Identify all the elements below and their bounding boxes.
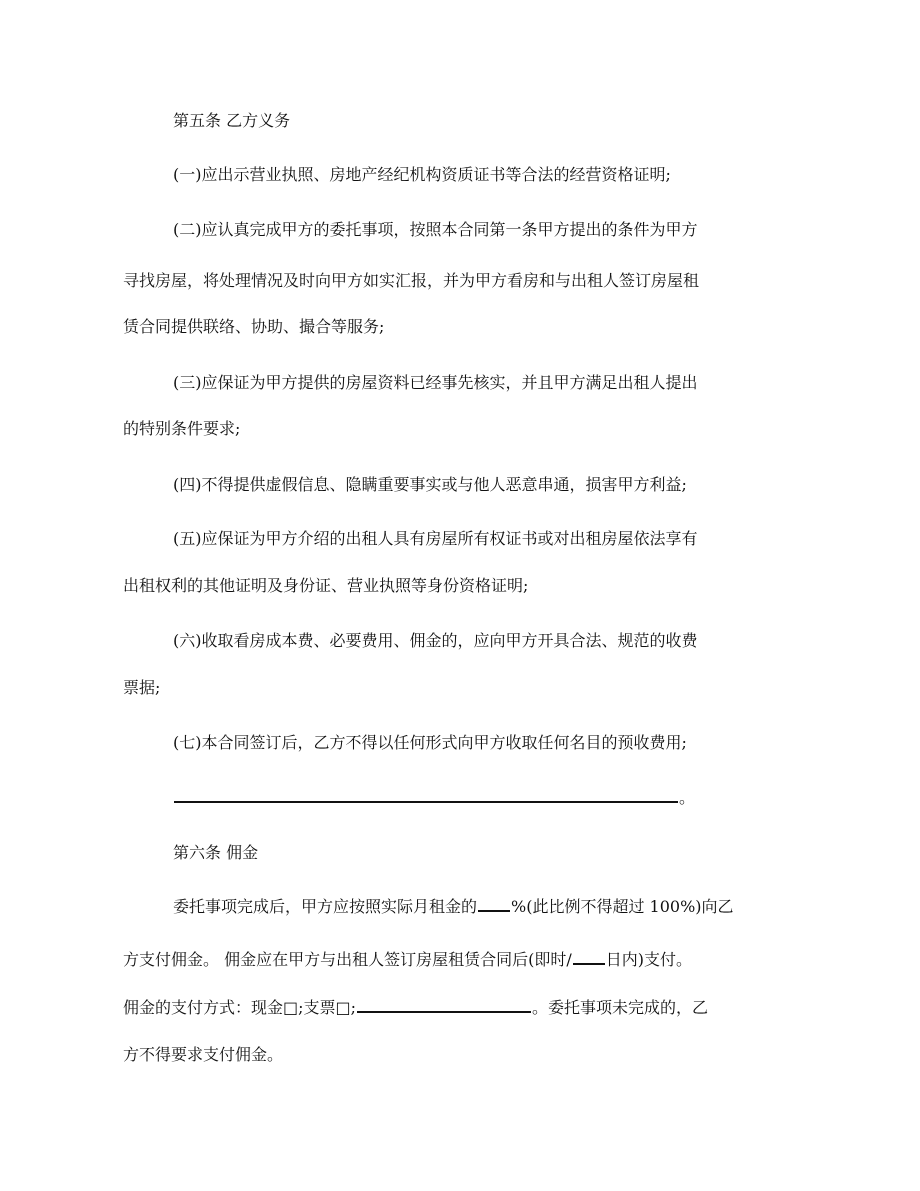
commission-line-3-part-b: 。委托事项未完成的，乙 xyxy=(532,998,709,1017)
commission-line-3-part-a: 佣金的支付方式：现金□;支票□; xyxy=(123,998,357,1017)
fill-blank-percent xyxy=(478,896,510,912)
blank-line-end: 。 xyxy=(679,788,696,807)
commission-line-3 xyxy=(0,996,920,1020)
commission-line-2-part-a: 方支付佣金。 佣金应在甲方与出租人签订房屋租赁合同后(即时/ xyxy=(123,950,572,969)
commission-line-1-part-a: 委托事项完成后，甲方应按照实际月租金的 xyxy=(173,897,478,916)
obligation-item-7: (七)本合同签订后，乙方不得以任何形式向甲方收取任何名目的预收费用; xyxy=(173,733,687,752)
obligation-item-3-line-1: (三)应保证为甲方提供的房屋资料已经事先核实，并且甲方满足出租人提出 xyxy=(173,373,698,392)
blank-line-row xyxy=(0,786,920,810)
obligation-item-3-line-2: 的特别条件要求; xyxy=(123,419,241,438)
fill-blank-long xyxy=(174,787,678,803)
commission-line-2 xyxy=(0,948,920,972)
obligation-item-2-line-2: 寻找房屋，将处理情况及时向甲方如实汇报，并为甲方看房和与出租人签订房屋租 xyxy=(123,271,700,290)
fill-blank-payment-method xyxy=(357,997,531,1013)
fill-blank-days xyxy=(573,949,605,965)
commission-line-2-part-b: 日内)支付。 xyxy=(605,950,692,969)
obligation-item-2-line-1: (二)应认真完成甲方的委托事项，按照本合同第一条甲方提出的条件为甲方 xyxy=(173,220,698,239)
obligation-item-2-line-3: 赁合同提供联络、协助、撮合等服务; xyxy=(123,317,385,336)
article-5-title: 第五条 乙方义务 xyxy=(173,111,291,130)
obligation-item-6-line-1: (六)收取看房成本费、必要费用、佣金的，应向甲方开具合法、规范的收费 xyxy=(173,631,698,650)
commission-line-1-part-b: %(此比例不得超过 100%)向乙 xyxy=(511,897,734,916)
obligation-item-6-line-2: 票据; xyxy=(123,678,161,697)
article-6-title: 第六条 佣金 xyxy=(173,843,259,862)
commission-line-1 xyxy=(0,895,920,919)
obligation-item-1: (一)应出示营业执照、房地产经纪机构资质证书等合法的经营资格证明; xyxy=(173,165,671,184)
obligation-item-5-line-2: 出租权利的其他证明及身份证、营业执照等身份资格证明; xyxy=(123,576,529,595)
commission-line-4: 方不得要求支付佣金。 xyxy=(123,1045,284,1064)
obligation-item-4: (四)不得提供虚假信息、隐瞒重要事实或与他人恶意串通，损害甲方利益; xyxy=(173,475,687,494)
obligation-item-5-line-1: (五)应保证为甲方介绍的出租人具有房屋所有权证书或对出租房屋依法享有 xyxy=(173,529,698,548)
